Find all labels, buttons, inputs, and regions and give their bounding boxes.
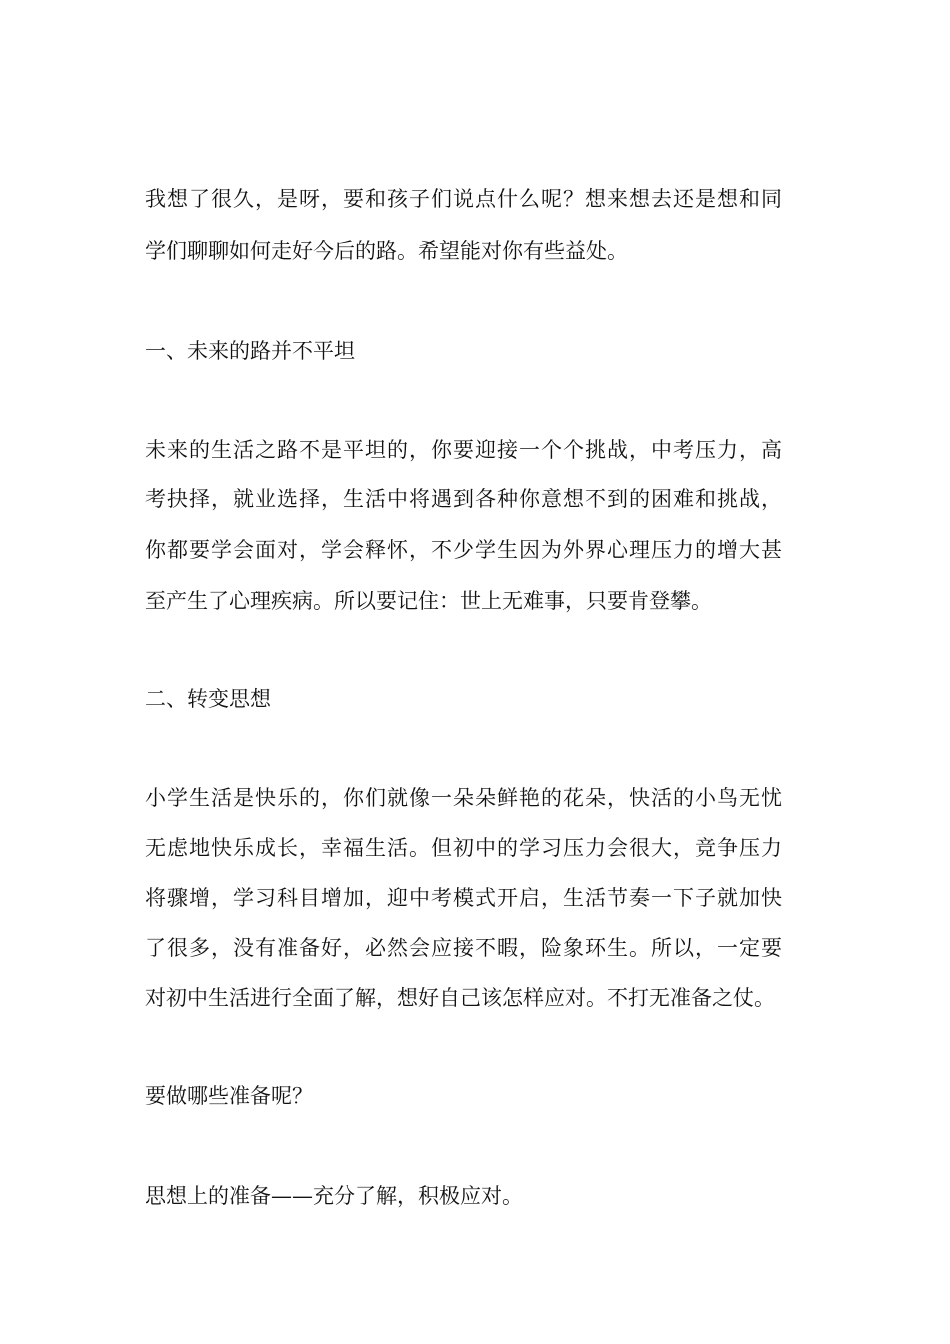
question-line: 要做哪些准备呢？	[145, 1084, 313, 1108]
para-1-line-2: 考抉择，就业选择，生活中将遇到各种你意想不到的困难和挑战，	[145, 487, 783, 511]
intro-line-2: 学们聊聊如何走好今后的路。希望能对你有些益处。	[145, 239, 628, 263]
para-2-line-3: 将骤增，学习科目增加，迎中考模式开启，生活节奏一下子就加快	[145, 886, 783, 910]
para-2-line-2: 无虑地快乐成长，幸福生活。但初中的学习压力会很大，竞争压力	[145, 836, 783, 860]
para-2-line-1: 小学生活是快乐的，你们就像一朵朵鲜艳的花朵，快活的小鸟无忧	[145, 786, 783, 810]
prep-line-1: 思想上的准备——充分了解，积极应对。	[145, 1184, 523, 1208]
para-1-line-3: 你都要学会面对，学会释怀，不少学生因为外界心理压力的增大甚	[145, 538, 783, 562]
para-1-line-4: 至产生了心理疾病。所以要记住：世上无难事，只要肯登攀。	[145, 589, 712, 613]
para-2-line-4: 了很多，没有准备好，必然会应接不暇，险象环生。所以，一定要	[145, 936, 783, 960]
para-2-line-5: 对初中生活进行全面了解，想好自己该怎样应对。不打无准备之仗。	[145, 986, 775, 1010]
para-1-line-1: 未来的生活之路不是平坦的，你要迎接一个个挑战，中考压力，高	[145, 438, 783, 462]
section-heading-2: 二、转变思想	[145, 687, 271, 711]
section-heading-1: 一、未来的路并不平坦	[145, 339, 355, 363]
intro-line-1: 我想了很久，是呀，要和孩子们说点什么呢？想来想去还是想和同	[145, 187, 783, 211]
